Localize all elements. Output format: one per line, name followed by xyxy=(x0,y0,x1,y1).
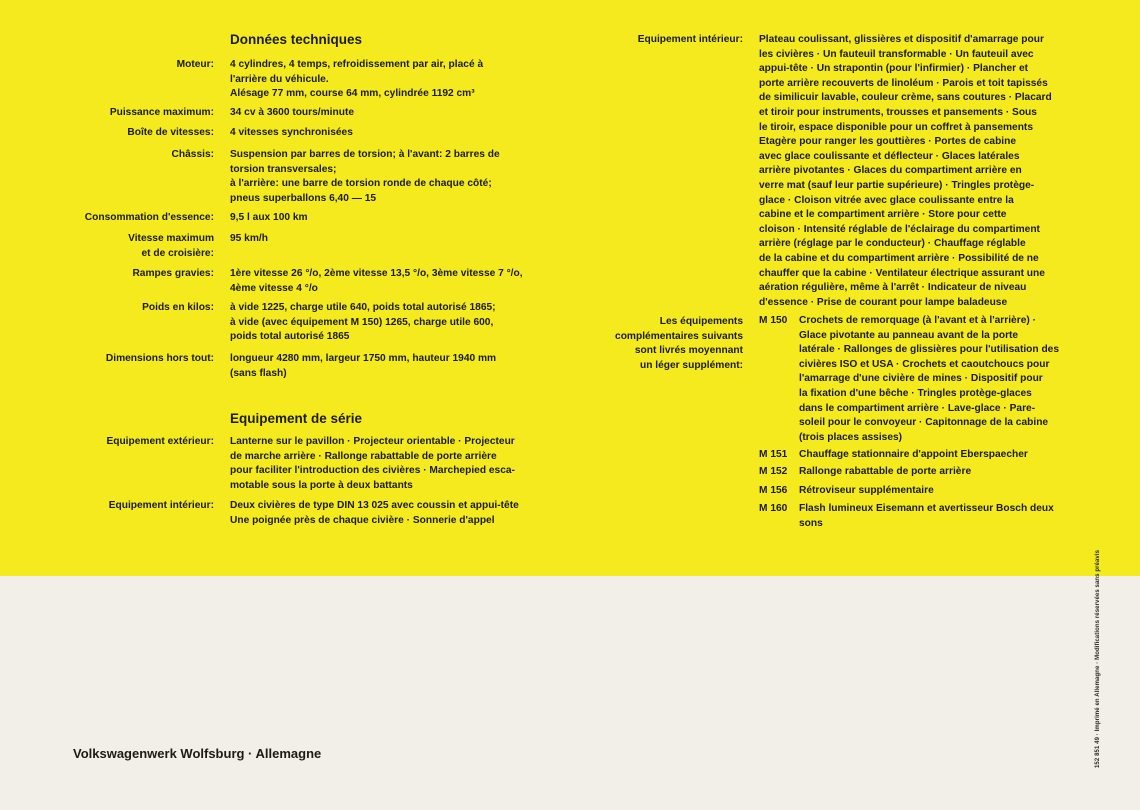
option-code: M 160 xyxy=(759,503,788,514)
option-description-line: Flash lumineux Eisemann et avertisseur Bosch deux xyxy=(799,503,1054,514)
spec-label-line: Moteur: xyxy=(176,59,214,70)
options-label-line: un léger supplément: xyxy=(639,359,743,371)
equipment-value-line: de marche arrière · Rallonge rabattable de porte arrière xyxy=(230,450,497,462)
spec-value xyxy=(230,211,548,226)
interior-line: glace · Cloison vitrée avec glace coulissante entre la xyxy=(759,194,1014,206)
spec-label xyxy=(40,232,214,261)
equipment-label-line: Equipement extérieur: xyxy=(106,436,214,447)
equipment-value xyxy=(230,435,548,493)
heading-donnees-techniques: Données techniques xyxy=(230,32,363,47)
interior-line: et tiroir pour instruments, trousses et pansements · Sous xyxy=(759,106,1037,118)
spec-value-line: 9,5 l aux 100 km xyxy=(230,212,308,223)
spec-label xyxy=(40,126,214,141)
interior-line: arrière pivotantes · Glaces du compartiment arrière en xyxy=(759,165,1022,177)
spec-value-line: à vide 1225, charge utile 640, poids total autorisé 1865; xyxy=(230,302,496,313)
white-panel xyxy=(0,576,1140,810)
spec-value-line: longueur 4280 mm, largeur 1750 mm, hauteur 1940 mm xyxy=(230,353,497,364)
spec-label xyxy=(40,211,214,226)
interior-line: Plateau coulissant, glissières et dispositif d'amarrage pour xyxy=(759,34,1044,45)
interior-line: Etagère pour ranger les gouttières · Portes de cabine xyxy=(759,136,1017,148)
spec-label-line: Vitesse maximum xyxy=(128,233,214,244)
option-description-line: soleil pour le convoyeur · Capitonnage de la cabine xyxy=(799,417,1049,429)
equipment-value-line: Deux civières de type DIN 13 025 avec coussin et appui-tête xyxy=(230,500,519,511)
label-optional-equipment xyxy=(560,315,743,373)
spec-value xyxy=(230,126,548,141)
equipment-value xyxy=(230,499,548,528)
spec-value-line: Suspension par barres de torsion; à l'avant: 2 barres de xyxy=(230,149,500,160)
spec-label xyxy=(40,352,214,367)
interior-line: d'essence · Prise de courant pour lampe baladeuse xyxy=(759,296,1008,308)
heading-equipement-de-serie: Equipement de série xyxy=(230,411,363,426)
spec-value-line: 4 vitesses synchronisées xyxy=(230,127,353,138)
spec-label xyxy=(40,267,214,282)
spec-label-line: Boîte de vitesses: xyxy=(127,127,214,138)
spec-value xyxy=(230,267,548,296)
spec-value-line: 4ème vitesse 4 °/o xyxy=(230,282,318,294)
spec-label xyxy=(40,106,214,121)
label-equipement-interieur-right: Equipement intérieur: xyxy=(637,34,743,45)
side-print-note: 152 851 49 · Imprimé en Allemagne · Modifications réservées sans préavis xyxy=(1095,549,1101,768)
option-description-line: Glace pivotante au panneau avant de la porte xyxy=(799,329,1019,341)
spec-label-line: Dimensions hors tout: xyxy=(105,353,214,364)
spec-value-line: 95 km/h xyxy=(230,233,268,244)
option-code: M 152 xyxy=(759,466,788,477)
interior-line: de la cabine et du compartiment arrière · Possibilité de ne xyxy=(759,252,1039,264)
spec-value-line: 4 cylindres, 4 temps, refroidissement par air, placé à xyxy=(230,59,484,70)
equipment-value-line: pour faciliter l'introduction des civières · Marchepied esca- xyxy=(230,465,515,477)
spec-label-line: Rampes gravies: xyxy=(132,268,214,279)
spec-value-line: à l'arrière: une barre de torsion ronde de chaque côté; xyxy=(230,178,492,190)
option-description xyxy=(799,314,1073,445)
option-description-line: latérale · Rallonges de glissières pour l'utilisation des xyxy=(799,344,1060,356)
equipment-value-line: Lanterne sur le pavillon · Projecteur orientable · Projecteur xyxy=(230,436,515,447)
option-description xyxy=(799,502,1073,531)
interior-line: le tiroir, espace disponible pour un coffret à pansements xyxy=(759,121,1033,133)
spec-value-line: 1ère vitesse 26 °/o, 2ème vitesse 13,5 °/o, 3ème vitesse 7 °/o, xyxy=(230,268,523,279)
option-description xyxy=(799,448,1073,463)
option-description-line: Rallonge rabattable de porte arrière xyxy=(799,466,972,477)
spec-value-line: l'arrière du véhicule. xyxy=(230,73,329,85)
interior-line: verre mat (sauf leur partie supérieure) · Tringles protège- xyxy=(759,179,1035,191)
equipment-value-line: motable sous la porte à deux battants xyxy=(230,479,413,491)
equipment-label-line: Equipement intérieur: xyxy=(108,500,214,511)
option-description-line: sons xyxy=(799,517,823,529)
interior-line: chauffer que la cabine · Ventilateur électrique assurant une xyxy=(759,267,1045,279)
option-code: M 150 xyxy=(759,315,788,326)
interior-equipment-text xyxy=(759,33,1072,310)
spec-value xyxy=(230,148,548,206)
spec-value xyxy=(230,352,548,381)
spec-value-line: Alésage 77 mm, course 64 mm, cylindrée 1192 cm³ xyxy=(230,88,475,100)
option-description-line: civières ISO et USA · Crochets et caoutchoucs pour xyxy=(799,358,1050,370)
spec-value-line: pneus superballons 6,40 — 15 xyxy=(230,192,377,204)
spec-value-line: torsion transversales; xyxy=(230,163,337,175)
interior-line: aération régulière, même à l'arrêt · Indicateur de niveau xyxy=(759,282,1027,294)
spec-value xyxy=(230,301,548,345)
equipment-label xyxy=(40,435,214,450)
option-description xyxy=(799,465,1073,480)
spec-label xyxy=(40,148,214,163)
spec-value-line: (sans flash) xyxy=(230,367,287,379)
spec-value-line: à vide (avec équipement M 150) 1265, charge utile 600, xyxy=(230,316,494,328)
spec-label-line: et de croisière: xyxy=(141,247,214,259)
options-label-line: Les équipements xyxy=(659,316,743,327)
option-code: M 151 xyxy=(759,449,788,460)
option-description-line: l'amarrage d'une civière de mines · Dispositif pour xyxy=(799,373,1043,385)
spec-value-line: 34 cv à 3600 tours/minute xyxy=(230,107,355,118)
option-description-line: la fixation d'une bêche · Tringles protège-glaces xyxy=(799,387,1032,399)
options-label-line: complémentaires suivants xyxy=(615,330,743,342)
spec-label-line: Poids en kilos: xyxy=(142,302,214,313)
spec-label-line: Consommation d'essence: xyxy=(84,212,214,223)
interior-line: les civières · Un fauteuil transformable · Un fauteuil avec xyxy=(759,48,1034,60)
spec-value xyxy=(230,232,548,247)
option-description-line: (trois places assises) xyxy=(799,431,903,443)
equipment-label xyxy=(40,499,214,514)
spec-value xyxy=(230,106,548,121)
option-description-line: dans le compartiment arrière · Lave-glace · Pare- xyxy=(799,402,1036,414)
spec-label-line: Châssis: xyxy=(171,149,214,160)
option-description-line: Crochets de remorquage (à l'avant et à l'arrière) · xyxy=(799,315,1036,326)
option-code: M 156 xyxy=(759,485,788,496)
interior-line: porte arrière recouverts de linoléum · Parois et toit tapissés xyxy=(759,77,1048,89)
interior-line: arrière (réglage par le conducteur) · Chauffage réglable xyxy=(759,238,1026,250)
spec-value-line: poids total autorisé 1865 xyxy=(230,331,350,343)
option-description xyxy=(799,484,1073,499)
interior-line: cloison · Intensité réglable de l'éclairage du compartiment xyxy=(759,223,1040,235)
equipment-value-line: Une poignée près de chaque civière · Sonnerie d'appel xyxy=(230,514,495,526)
spec-label xyxy=(40,58,214,73)
spec-label xyxy=(40,301,214,316)
interior-line: cabine et le compartiment arrière · Store pour cette xyxy=(759,209,1007,221)
footer-company: Volkswagenwerk Wolfsburg · Allemagne xyxy=(73,746,322,761)
interior-line: avec glace coulissante et déflecteur · Glaces latérales xyxy=(759,150,1020,162)
option-description-line: Chauffage stationnaire d'appoint Eberspaecher xyxy=(799,449,1028,460)
option-description-line: Rétroviseur supplémentaire xyxy=(799,485,934,496)
interior-line: de similicuir lavable, couleur crème, sans coutures · Placard xyxy=(759,92,1052,104)
spec-label-line: Puissance maximum: xyxy=(109,107,214,118)
interior-line: appui-tête · Un strapontin (pour l'infirmier) · Plancher et xyxy=(759,63,1029,75)
options-label-line: sont livrés moyennant xyxy=(634,345,743,357)
spec-value xyxy=(230,58,548,102)
